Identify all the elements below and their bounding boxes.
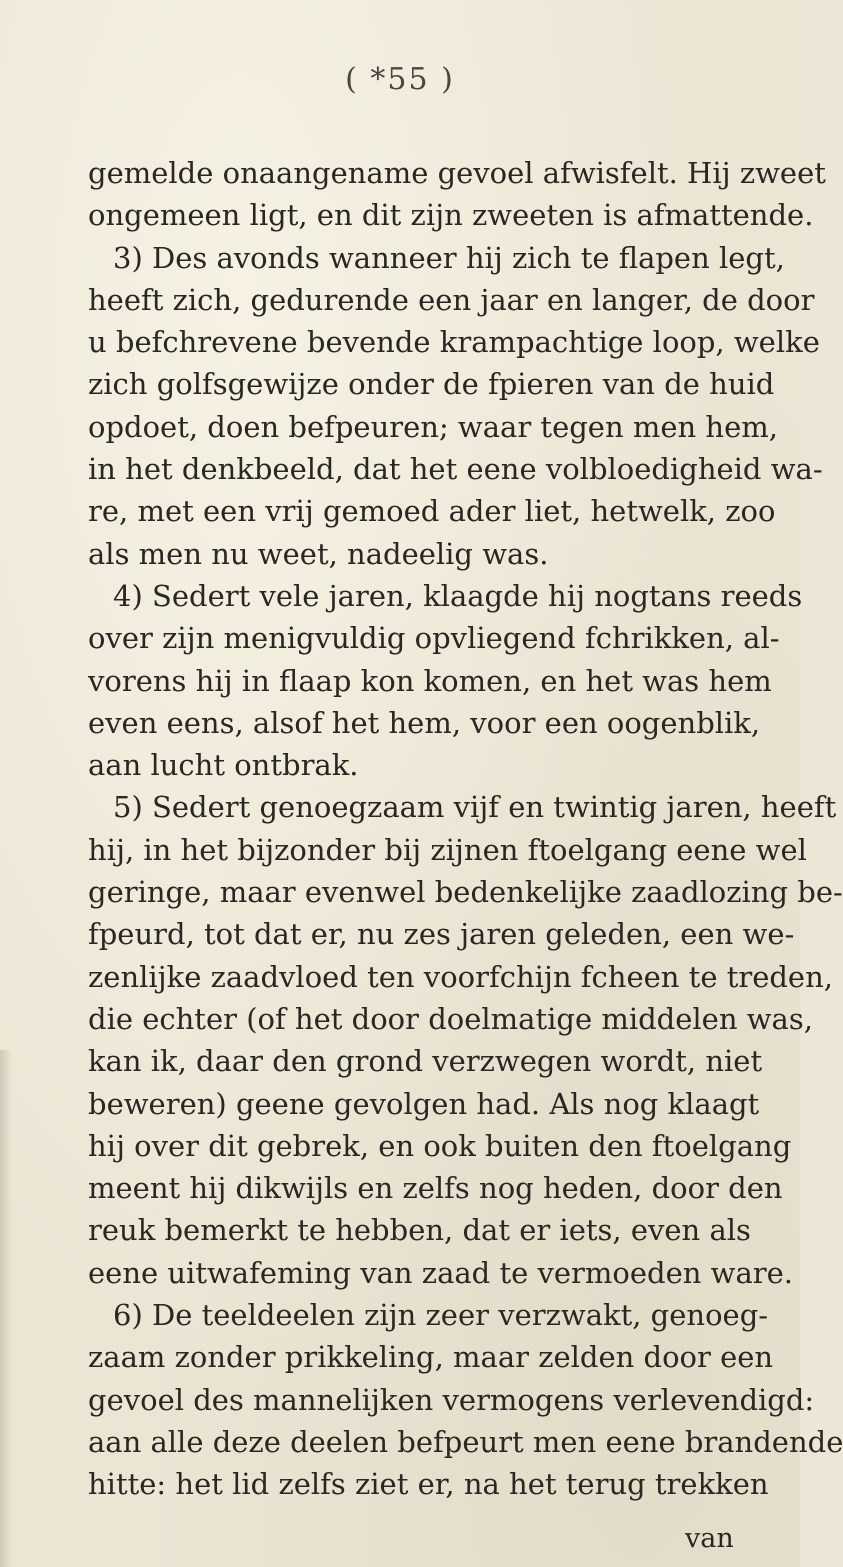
text-line: hitte: het lid zelfs ziet er, na het terug trekken	[88, 1467, 769, 1502]
text-line: over zijn menigvuldig opvliegend fchrikken, al-	[88, 621, 780, 656]
text-line: reuk bemerkt te hebben, dat er iets, even als	[88, 1213, 751, 1248]
text-line: aan lucht ontbrak.	[88, 748, 359, 783]
page-number-header: ( *55 )	[345, 62, 455, 97]
text-line: ongemeen ligt, en dit zijn zweeten is afmattende.	[88, 198, 814, 233]
text-line: in het denkbeeld, dat het eene volbloedigheid wa-	[88, 452, 823, 487]
text-line: 3) Des avonds wanneer hij zich te flapen legt,	[113, 240, 785, 275]
catchword: van	[685, 1523, 734, 1554]
text-line: zenlijke zaadvloed ten voorfchijn fcheen te treden,	[88, 959, 833, 994]
text-line: gemelde onaangename gevoel afwisfelt. Hij zweet	[88, 156, 826, 190]
text-line: hij over dit gebrek, en ook buiten den ftoelgang	[88, 1128, 792, 1163]
page-edge-shadow	[0, 1050, 12, 1567]
text-line: even eens, alsof het hem, voor een oogenblik,	[88, 705, 761, 740]
text-line: gevoel des mannelijken vermogens verlevendigd:	[88, 1382, 815, 1417]
text-line: aan alle deze deelen befpeurt men eene brandende	[88, 1424, 843, 1459]
text-line: zaam zonder prikkeling, maar zelden door een	[88, 1340, 774, 1375]
text-line: vorens hij in flaap kon komen, en het was hem	[88, 663, 772, 698]
text-line: beweren) geene gevolgen had. Als nog klaagt	[88, 1086, 760, 1121]
text-line: re, met een vrij gemoed ader liet, hetwelk, zoo	[88, 494, 776, 529]
text-line: meent hij dikwijls en zelfs nog heden, door den	[88, 1171, 783, 1206]
text-line: opdoet, doen befpeuren; waar tegen men hem,	[88, 409, 778, 444]
text-line: geringe, maar evenwel bedenkelijke zaadlozing be-	[88, 875, 843, 910]
text-line: als men nu weet, nadeelig was.	[88, 536, 549, 571]
text-line: fpeurd, tot dat er, nu zes jaren geleden, een we-	[88, 917, 795, 952]
text-line: heeft zich, gedurende een jaar en langer, de door	[88, 282, 815, 317]
text-line: eene uitwafeming van zaad te vermoeden ware.	[88, 1255, 793, 1290]
text-line: zich golfsgewijze onder de fpieren van de huid	[88, 367, 775, 402]
text-line: die echter (of het door doelmatige middelen was,	[88, 1001, 813, 1036]
text-line: 5) Sedert genoegzaam vijf en twintig jaren, heeft	[113, 790, 837, 825]
text-line: 4) Sedert vele jaren, klaagde hij nogtans reeds	[113, 578, 803, 613]
text-line: kan ik, daar den grond verzwegen wordt, niet	[88, 1044, 763, 1079]
body-text	[88, 152, 843, 1506]
text-line: u befchrevene bevende krampachtige loop, welke	[88, 325, 820, 360]
text-line: 6) De teeldeelen zijn zeer verzwakt, genoeg-	[113, 1298, 769, 1333]
text-line: hij, in het bijzonder bij zijnen ftoelgang eene wel	[88, 832, 807, 867]
